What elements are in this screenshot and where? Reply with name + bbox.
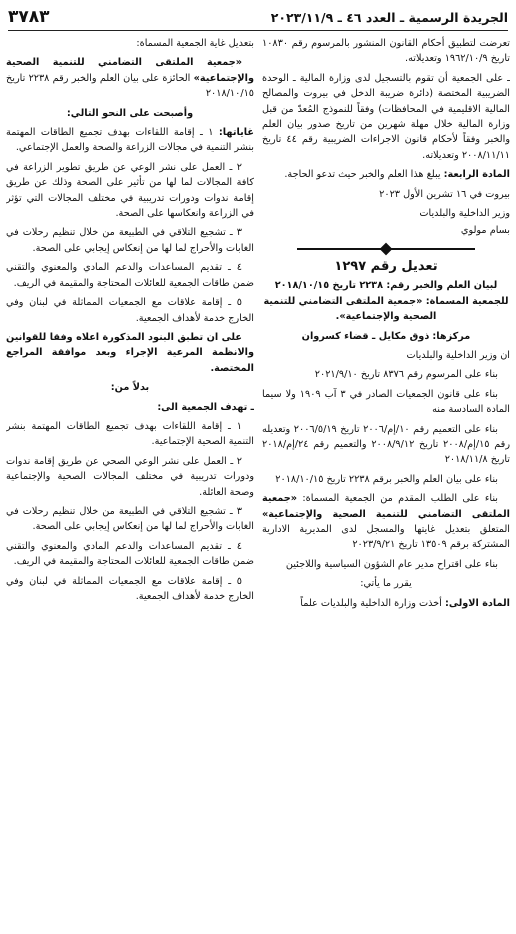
page-header bbox=[8, 4, 508, 31]
headquarters-label: مركزها: bbox=[432, 330, 471, 342]
association-name-block bbox=[6, 55, 254, 101]
headquarters bbox=[262, 329, 510, 344]
goal-1 bbox=[6, 125, 254, 156]
instead-of-heading: بدلاً من: bbox=[110, 382, 150, 394]
goal-4: ٤ ـ تقديم المساعدات والدعم المادي والمعنوي والتقني ضمن طاقات الجمعية للعائلات المحتاجة والمقيمة في الريف. bbox=[6, 262, 254, 289]
basis-notice: بناء على بيان العلم والخبر برقم ٢٢٣٨ تاريخ ٢٠١٨/١٠/١٥ bbox=[275, 473, 498, 485]
right-column bbox=[262, 36, 510, 930]
article-four-text: يبلغ هذا العلم والخبر حيث تدعو الحاجة. bbox=[284, 169, 441, 181]
old-goal-2: ٢ ـ العمل على نشر الوعي الصحي عن طريق إقامة ندوات ودورات تدريبية في مختلف المجالات الصحية والإجتماعية وصحة العائلة. bbox=[6, 455, 254, 498]
association-notice: الحائزة على بيان العلم والخبر رقم ٢٢٣٨ تاريخ ٢٠١٨/١٠/١٥ bbox=[6, 72, 254, 100]
page-number: ٣٧٨٣ bbox=[8, 7, 50, 27]
goals-label: غاياتها: bbox=[218, 127, 254, 139]
amend-intro: بتعديل غاية الجمعية المسماة: bbox=[136, 38, 254, 49]
basis-request bbox=[262, 491, 510, 553]
gazette-title: الجريدة الرسمية ـ العدد ٤٦ ـ ٢٠٢٣/١١/٩ bbox=[270, 9, 508, 25]
article-one bbox=[262, 596, 510, 611]
conditions-text: على ان تطبق البنود المذكورة اعلاه وفقا للقوانين والانظمة المرعية الإجراء وبعد موافقة المراجع المختصة. bbox=[6, 331, 254, 374]
section-separator bbox=[262, 243, 510, 255]
goal-1-text: ١ ـ إقامة اللقاءات بهدف تجميع الطاقات المهتمة بنشر التنمية في مجالات الزراعة والصحة والعمل الإجتماعي. bbox=[6, 127, 254, 154]
decides-text: يقرر ما يأتي: bbox=[360, 578, 412, 590]
article-one-text: أخذت وزارة الداخلية والبلديات علماً bbox=[300, 597, 442, 609]
goal-2: ٢ ـ العمل على نشر الوعي عن طريق تطوير الزراعة في كافة المجالات لما لها من تأثير على الصحة وذلك عن طريق إقامة ندوات ودورات تدريبية في مختلف المجالات التي تؤثر في الزراعة وانعكاسها على الصحة. bbox=[6, 161, 254, 220]
page-columns bbox=[6, 36, 510, 930]
basis-request-pre: بناء على الطلب المقدم من الجمعية المسماة: bbox=[302, 493, 498, 505]
minister-title: وزير الداخلية والبلديات bbox=[419, 208, 510, 220]
goal-3: ٣ ـ تشجيع التلاقي في الطبيعة من خلال تنظيم رحلات في الغابات والأحراج لما لها من إنعكاس إيجابي على الصحة. bbox=[6, 227, 254, 254]
basis-request-post: المتعلق بتعديل غايتها والمسجل لدى المديرية الادارية المشتركة برقم ١٣٥٠٩ تاريخ ٢٠٢٣/٩/٢١ bbox=[262, 523, 510, 551]
tax-law-text: تعرضت لتطبيق أحكام القانون المنشور بالمرسوم رقم ١٠٨٣٠ تاريخ ١٩٦٢/١٠/٩ وتعديلاته. bbox=[262, 38, 510, 65]
left-column bbox=[6, 36, 254, 930]
minister-name: بسام مولوي bbox=[460, 225, 510, 237]
basis-associations-law: بناء على قانون الجمعيات الصادر في ٣ آب ١٩٠٩ ولا سيما المادة السادسة منه bbox=[262, 388, 510, 416]
old-goal-5: ٥ ـ إقامة علاقات مع الجمعيات المماثلة في لبنان وفي الخارج خدمة لأهداف الجمعية. bbox=[6, 575, 254, 602]
basis-circulars: بناء على التعميم رقم ١٠/إم/٢٠٠٦ تاريخ ٢٠٠٦/٥/١٩ وتعديله رقم ١٥/إم/٢٠٠٨ تاريخ ٢٠٠٨/٩/١٢ والتعميم رقم ٢٤/إم/٢٠١٨ تاريخ ٢٠١٨/١١/٨ bbox=[262, 423, 510, 466]
old-goal-3: ٣ ـ تشجيع التلاقي في الطبيعة من خلال تنظيم رحلات في الغابات والأحراج لما لها من إنعكاس إيجابي على الصحة. bbox=[6, 505, 254, 533]
tax-registration-text: ـ على الجمعية أن تقوم بالتسجيل لدى وزارة المالية ـ الوحدة الضريبية المختصة (دائرة ضريبة الدخل في بيروت والمصالح المالية الاقليمية في المحافظات) وفقاً للنموذج المُعدّ من قبل وزارة المالية خلال مهلة شهرين من تاريخ صدور بيان العلم والخبر وفقاً لأحكام قانون الاجراءات الضريبية رقم ٤٤ تاريخ ٢٠٠٨/١١/١١ وتعديلاته. bbox=[262, 72, 510, 161]
goal-5: ٥ ـ إقامة علاقات مع الجمعيات المماثلة في لبنان وفي الخارج خدمة لأهداف الجمعية. bbox=[6, 297, 254, 324]
diamond-ornament-icon bbox=[380, 243, 393, 256]
basis-decree: بناء على المرسوم رقم ٨٣٧٦ تاريخ ٢٠٢١/٩/١٠ bbox=[314, 369, 498, 381]
article-four-label: المادة الرابعة: bbox=[443, 169, 510, 181]
amendment-heading: لبيان العلم والخبر رقم: ٢٢٣٨ تاريخ ٢٠١٨/١٠/١٥ للجمعية المسماة: «جمعية الملتقى التضامني للتنمية الصحية والإجتماعية». bbox=[263, 280, 509, 323]
amendment-title: تعديل رقم ١٢٩٧ bbox=[334, 258, 438, 274]
became-heading: وأصبحت على النحو التالي: bbox=[66, 107, 194, 119]
association-name: «جمعية الملتقى التضامني للتنمية الصحية والإجتماعية» bbox=[6, 57, 254, 84]
old-goal-4: ٤ ـ تقديم المساعدات والدعم المادي والمعنوي والتقني ضمن طاقات الجمعية للعائلات المحتاجة والمقيمة في الريف. bbox=[6, 540, 254, 568]
old-aims-label: ـ تهدف الجمعية الى: bbox=[157, 401, 254, 413]
basis-request-assoc-name: «جمعية الملتقى التضامني للتنمية الصحية والإجتماعية» bbox=[262, 493, 510, 520]
place-date: بيروت في ١٦ تشرين الأول ٢٠٢٣ bbox=[379, 188, 510, 200]
headquarters-text: ذوق مكايل ـ قضاء كسروان bbox=[301, 330, 430, 342]
basis-proposal: بناء على اقتراح مدير عام الشؤون السياسية واللاجئين bbox=[285, 558, 498, 570]
article-one-label: المادة الاولى: bbox=[444, 597, 510, 609]
old-goal-1: ١ ـ إقامة اللقاءات بهدف تجميع الطاقات المهتمة بنشر التنمية الصحية الإجتماعية. bbox=[6, 420, 254, 448]
article-four bbox=[262, 167, 510, 182]
minister-intro: ان وزير الداخلية والبلديات bbox=[406, 349, 510, 361]
